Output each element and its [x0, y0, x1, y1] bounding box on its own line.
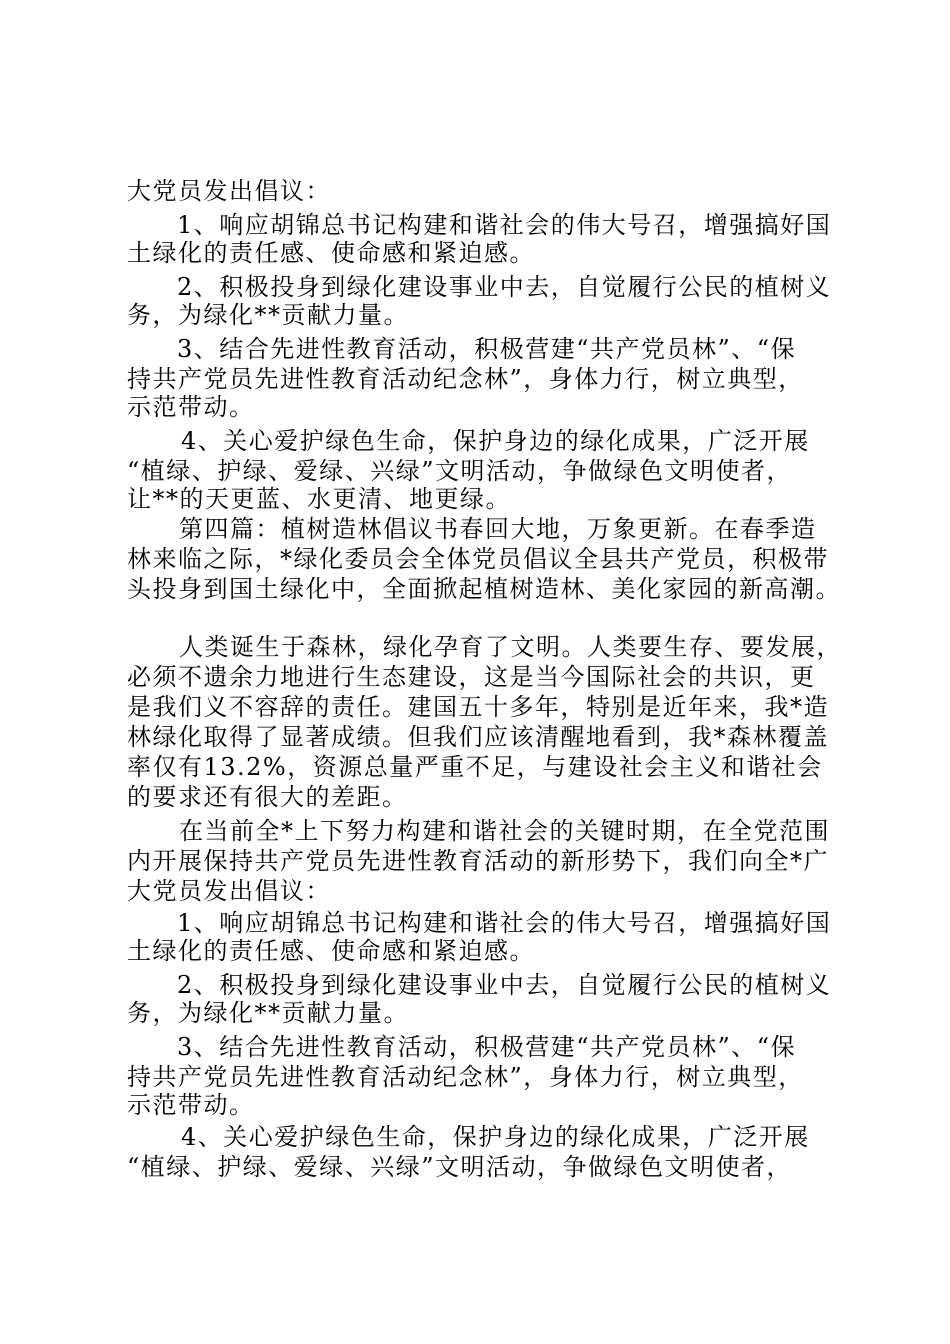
text-line: 大党员发出倡议：: [127, 177, 331, 205]
text-line: 持共产党员先进性教育活动纪念林”，身体力行，树立典型，: [127, 365, 804, 393]
text-line: 土绿化的责任感、使命感和紧迫感。: [127, 239, 535, 267]
text-line: 头投身到国土绿化中，全面掀起植树造林、美化家园的新高潮。: [127, 575, 841, 603]
text-line: “植绿、护绿、爱绿、兴绿”文明活动，争做绿色文明使者，: [127, 457, 793, 485]
text-line: 4、关心爱护绿色生命，保护身边的绿化成果，广泛开展: [181, 427, 810, 455]
text-line: 林绿化取得了显著成绩。但我们应该清醒地看到，我*森林覆盖: [127, 723, 829, 751]
text-line: 的要求还有很大的差距。: [127, 783, 408, 811]
text-line: 是我们义不容辞的责任。建国五十多年，特别是近年来，我*造: [127, 693, 829, 721]
text-line: 率仅有13.2%，资源总量严重不足，与建设社会主义和谐社会: [127, 753, 823, 781]
text-line: 人类诞生于森林，绿化孕育了文明。人类要生存、要发展，: [179, 633, 842, 661]
text-line: 1、响应胡锦总书记构建和谐社会的伟大号召，增强搞好国: [177, 211, 832, 239]
text-line: 3、结合先进性教育活动，积极营建“共产党员林”、“保: [177, 335, 797, 363]
text-line: 土绿化的责任感、使命感和紧迫感。: [127, 937, 535, 965]
text-line: 务，为绿化**贡献力量。: [127, 999, 409, 1027]
text-line: 3、结合先进性教育活动，积极营建“共产党员林”、“保: [177, 1033, 797, 1061]
text-line: 示范带动。: [127, 1091, 255, 1119]
text-line: 4、关心爱护绿色生命，保护身边的绿化成果，广泛开展: [181, 1123, 810, 1151]
text-line: “植绿、护绿、爱绿、兴绿”文明活动，争做绿色文明使者，: [127, 1153, 793, 1181]
text-line: 示范带动。: [127, 393, 255, 421]
text-line: 第四篇：植树造林倡议书春回大地，万象更新。在春季造: [179, 515, 817, 543]
text-line: 2、积极投身到绿化建设事业中去，自觉履行公民的植树义: [177, 971, 832, 999]
text-line: 2、积极投身到绿化建设事业中去，自觉履行公民的植树义: [177, 273, 832, 301]
text-line: 内开展保持共产党员先进性教育活动的新形势下，我们向全*广: [127, 847, 829, 875]
text-line: 大党员发出倡议：: [127, 877, 331, 905]
text-line: 让**的天更蓝、水更清、地更绿。: [127, 485, 511, 513]
text-line: 林来临之际，*绿化委员会全体党员倡议全县共产党员，积极带: [127, 545, 829, 573]
text-line: 必须不遗余力地进行生态建设，这是当今国际社会的共识，更: [127, 663, 816, 691]
text-line: 1、响应胡锦总书记构建和谐社会的伟大号召，增强搞好国: [177, 909, 832, 937]
text-line: 在当前全*上下努力构建和谐社会的关键时期，在全党范围: [179, 817, 830, 845]
text-line: 务，为绿化**贡献力量。: [127, 301, 409, 329]
text-line: 持共产党员先进性教育活动纪念林”，身体力行，树立典型，: [127, 1063, 804, 1091]
